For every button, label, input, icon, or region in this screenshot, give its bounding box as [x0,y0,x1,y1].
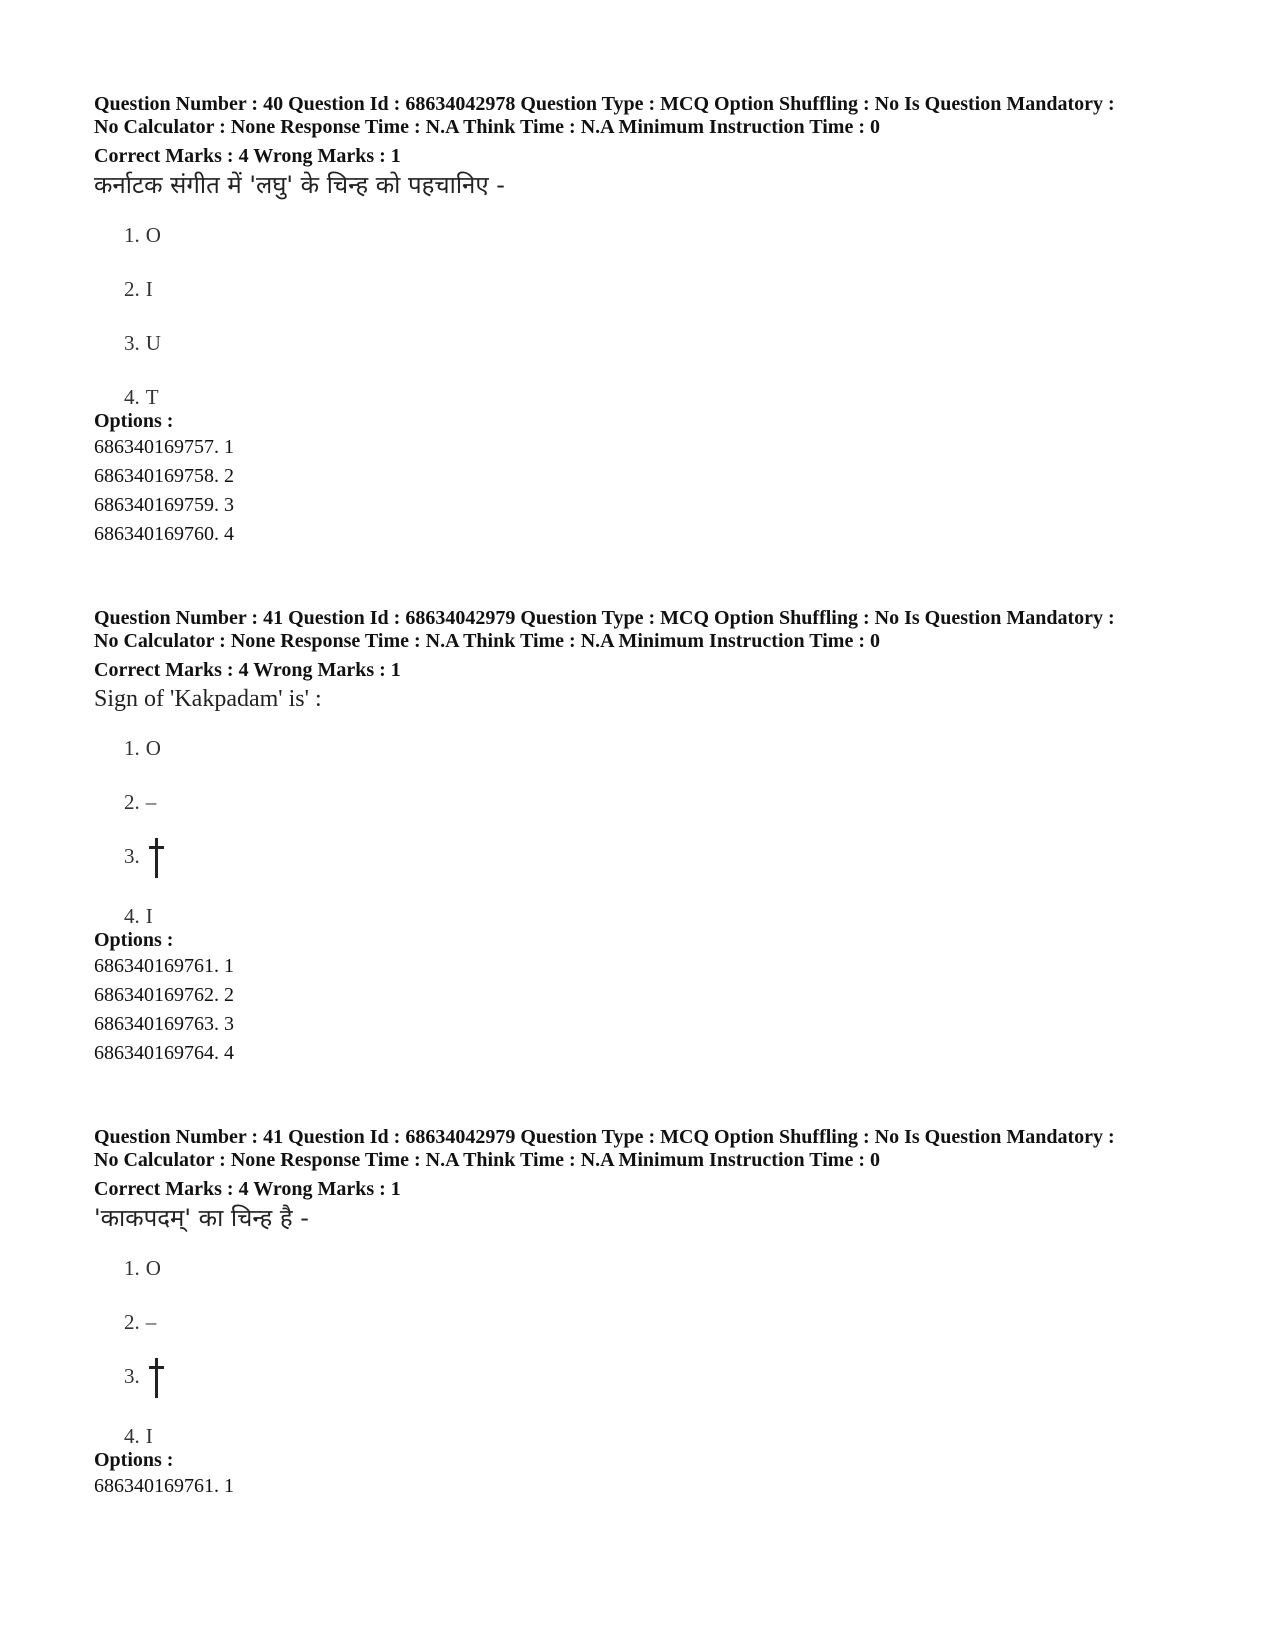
option-id: 686340169757. 1 [94,436,234,458]
choice-item [124,790,1224,814]
choice-text: I [145,1424,153,1448]
option-id: 686340169761. 1 [94,955,234,977]
choice-number: 2. [124,790,140,814]
choice-item [124,904,1224,928]
choice-number: 4. [124,904,140,928]
choice-text: O [145,1256,161,1280]
option-id: 686340169763. 3 [94,1013,234,1035]
choice-item [124,1310,1224,1334]
choice-list [124,223,1224,409]
option-id: 686340169762. 2 [94,984,234,1006]
choice-number: 3. [124,843,140,868]
question-meta-line1: Question Number : 41 Question Id : 68634042979 Question Type : MCQ Option Shuffling : No Is Question Mandatory : [94,607,1115,629]
question-stem: 'काकपदम्' का चिन्ह है - [94,1204,309,1232]
choice-item [124,1256,1224,1280]
choice-text: O [145,223,161,247]
choice-item [124,736,1224,760]
question-meta-line2: No Calculator : None Response Time : N.A Think Time : N.A Minimum Instruction Time : 0 [94,116,880,138]
choice-item [124,838,1224,878]
question-marks: Correct Marks : 4 Wrong Marks : 1 [94,659,401,681]
choice-item [124,385,1224,409]
choice-text: U [145,331,161,355]
question-marks: Correct Marks : 4 Wrong Marks : 1 [94,1178,401,1200]
choice-text: T [145,385,159,409]
question-meta-line1: Question Number : 41 Question Id : 68634042979 Question Type : MCQ Option Shuffling : No Is Question Mandatory : [94,1126,1115,1148]
choice-item [124,331,1224,355]
option-id: 686340169760. 4 [94,523,234,545]
options-label: Options : [94,410,174,432]
question-block [94,93,1224,549]
question-meta-line2: No Calculator : None Response Time : N.A Think Time : N.A Minimum Instruction Time : 0 [94,630,880,652]
option-id: 686340169759. 3 [94,494,234,516]
dagger-symbol-icon [148,838,164,878]
choice-item [124,1424,1224,1448]
choice-number: 1. [124,1256,140,1280]
question-block [94,1126,1224,1501]
question-marks: Correct Marks : 4 Wrong Marks : 1 [94,145,401,167]
options-label: Options : [94,929,174,951]
choice-number: 2. [124,277,140,301]
choice-number: 3. [124,331,140,355]
choice-text: I [145,904,153,928]
choice-list [124,1256,1224,1448]
choice-item [124,1358,1224,1398]
choice-list [124,736,1224,928]
option-id: 686340169761. 1 [94,1475,234,1497]
question-block [94,607,1224,1068]
choice-text: O [145,736,161,760]
choice-number: 4. [124,385,140,409]
question-stem: Sign of 'Kakpadam' is' : [94,686,322,712]
choice-number: 1. [124,736,140,760]
dagger-symbol-icon [148,1358,164,1398]
option-id: 686340169758. 2 [94,465,234,487]
choice-number: 2. [124,1310,140,1334]
choice-number: 4. [124,1424,140,1448]
choice-number: 1. [124,223,140,247]
question-meta-line2: No Calculator : None Response Time : N.A Think Time : N.A Minimum Instruction Time : 0 [94,1149,880,1171]
choice-item [124,223,1224,247]
choice-item [124,277,1224,301]
options-label: Options : [94,1449,174,1471]
option-id: 686340169764. 4 [94,1042,234,1064]
question-meta-line1: Question Number : 40 Question Id : 68634042978 Question Type : MCQ Option Shuffling : No Is Question Mandatory : [94,93,1115,115]
choice-number: 3. [124,1363,140,1388]
question-stem: कर्नाटक संगीत में 'लघु' के चिन्ह को पहचानिए - [94,171,505,199]
choice-text: – [145,790,157,814]
choice-text: I [145,277,153,301]
choice-text: – [145,1310,157,1334]
